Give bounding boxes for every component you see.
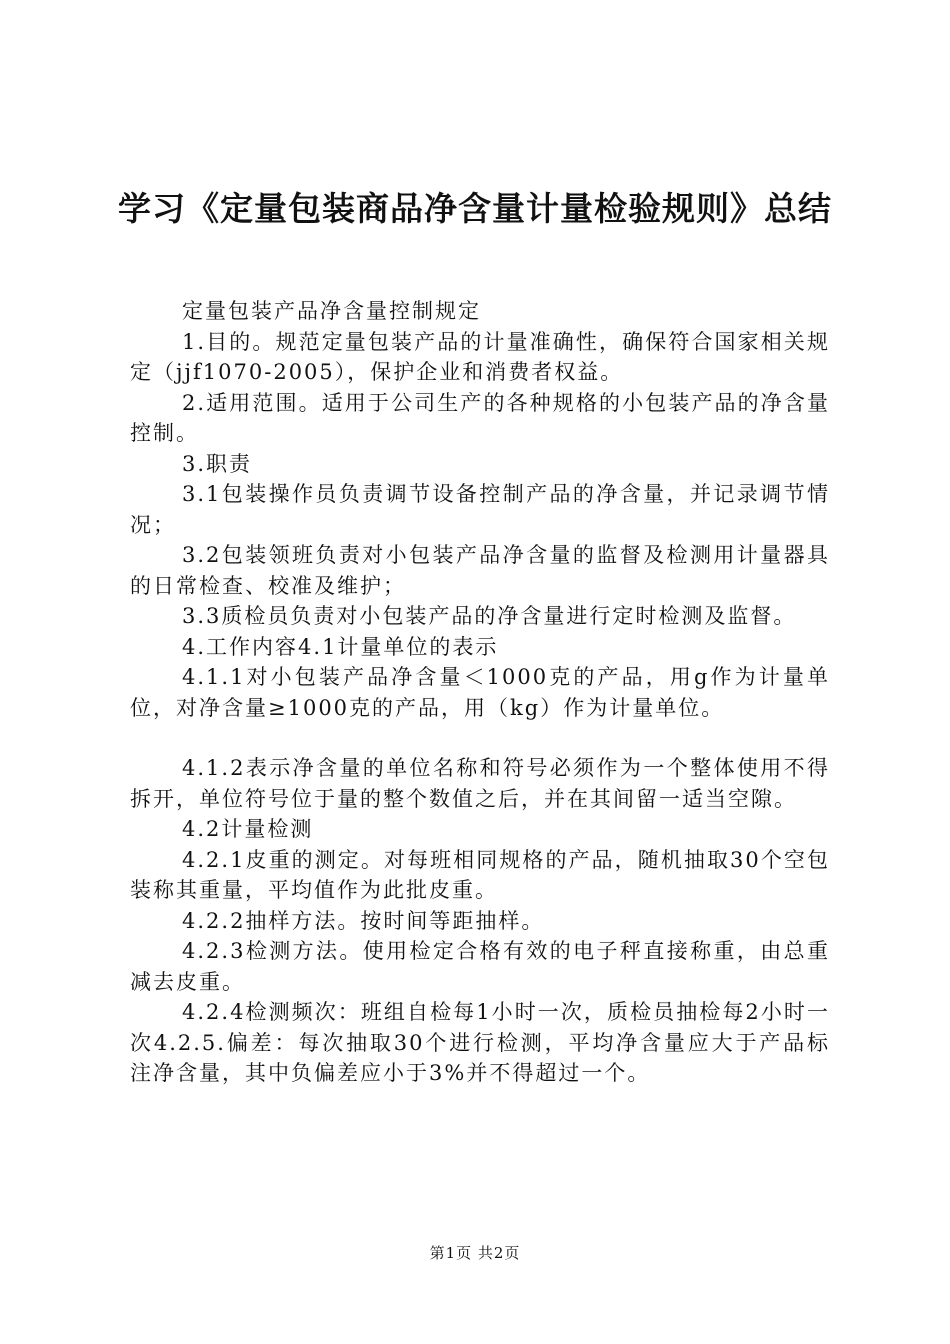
document-body <box>130 296 830 1089</box>
paragraph-4-1-1: 4.1.1对小包装产品净含量＜1000克的产品，用g作为计量单位，对净含量≥1000克的产品，用（kg）作为计量单位。 <box>130 665 830 720</box>
paragraph-4-1-2: 4.1.2表示净含量的单位名称和符号必须作为一个整体使用不得拆开，单位符号位于量的整个数值之后，并在其间留一适当空隙。 <box>130 756 830 811</box>
page-footer: 第1页 共2页 <box>429 1244 521 1262</box>
paragraph-4-2: 4.2计量检测 <box>182 817 314 841</box>
paragraph-purpose: 1.目的。规范定量包装产品的计量准确性，确保符合国家相关规定（jjf1070-2005），保护企业和消费者权益。 <box>130 329 830 384</box>
paragraph-duty-3-3: 3.3质检员负责对小包装产品的净含量进行定时检测及监督。 <box>182 604 797 628</box>
paragraph-subtitle: 定量包装产品净含量控制规定 <box>182 299 481 323</box>
document-title: 学习《定量包装商品净含量计量检验规则》总结 <box>118 189 832 228</box>
paragraph-duty-3-1: 3.1包装操作员负责调节设备控制产品的净含量，并记录调节情况； <box>130 482 830 537</box>
paragraph-4-2-2: 4.2.2抽样方法。按时间等距抽样。 <box>182 908 545 933</box>
paragraph-duty-3-2: 3.2包装领班负责对小包装产品净含量的监督及检测用计量器具的日常检查、校准及维护； <box>130 543 830 598</box>
paragraph-duties: 3.职责 <box>182 451 253 476</box>
paragraph-4-2-4: 4.2.4检测频次：班组自检每1小时一次，质检员抽检每2小时一次4.2.5.偏差：每次抽取30个进行检测，平均净含量应大于产品标注净含量，其中负偏差应小于3%并不得超过一个。 <box>130 1000 830 1085</box>
paragraph-4-2-3: 4.2.3检测方法。使用检定合格有效的电子秤直接称重，由总重减去皮重。 <box>130 939 830 994</box>
paragraph-scope: 2.适用范围。适用于公司生产的各种规格的小包装产品的净含量控制。 <box>130 390 830 445</box>
paragraph-work-content: 4.工作内容4.1计量单位的表示 <box>182 634 499 659</box>
paragraph-4-2-1: 4.2.1皮重的测定。对每班相同规格的产品，随机抽取30个空包装称其重量，平均值作为此批皮重。 <box>130 847 830 902</box>
